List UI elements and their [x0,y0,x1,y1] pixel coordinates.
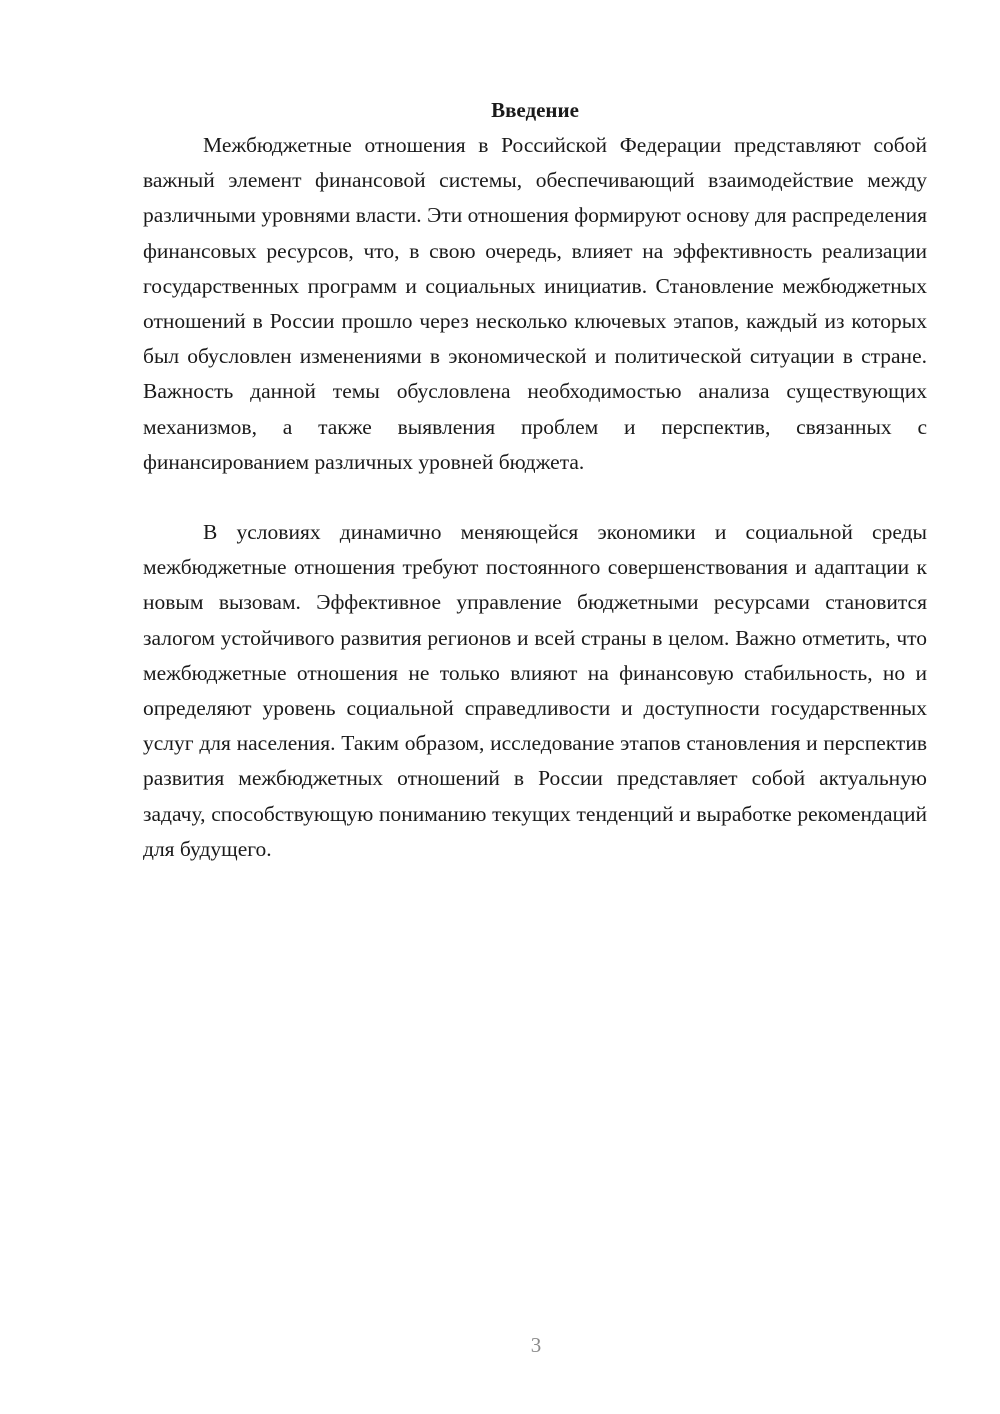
page-number: 3 [530,1333,542,1357]
paragraph-2: В условиях динамично меняющейся экономики и социальной среды межбюджетные отношения требуют постоянного совершенствования и адаптации к новым вызовам. Эффективное управление бюджетными ресурсами становится залогом устойчивого развития регионов и всей страны в целом. Важно отметить, что межбюджетные отношения не только влияют на финансовую стабильность, но и определяют уровень социальной справедливости и доступности государственных услуг для населения. Таким образом, исследование этапов становления и перспектив развития межбюджетных отношений в России представляет собой актуальную задачу, способствующую пониманию текущих тенденций и выработке рекомендаций для будущего. [143,520,927,861]
paragraph-1: Межбюджетные отношения в Российской Федерации представляют собой важный элемент финансовой системы, обеспечивающий взаимодействие между различными уровнями власти. Эти отношения формируют основу для распределения финансовых ресурсов, что, в свою очередь, влияет на эффективность реализации государственных программ и социальных инициатив. Становление межбюджетных отношений в России прошло через несколько ключевых этапов, каждый из которых был обусловлен изменениями в экономической и политической ситуации в стране. Важность данной темы обусловлена необходимостью анализа существующих механизмов, а также выявления проблем и перспектив, связанных с финансированием различных уровней бюджета. [143,133,927,474]
section-heading: Введение [491,98,579,122]
page-content [143,93,927,867]
